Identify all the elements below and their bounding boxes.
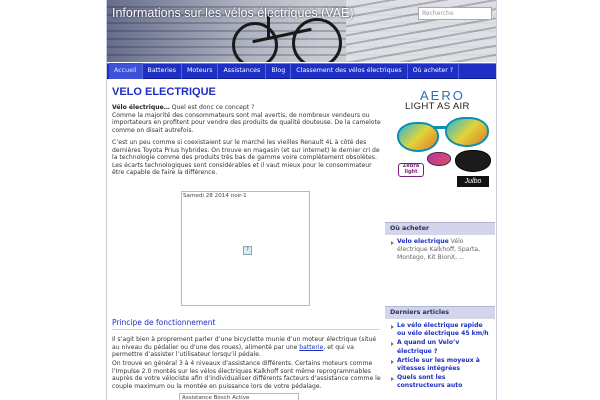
ad-tagline: LIGHT AS AIR	[405, 101, 470, 112]
where-item-text: Vélo électrique Kalkhoff, Sparta, Montego, Kit BionX, ...	[397, 238, 481, 262]
intro-bold: Vélo électrique…	[112, 104, 170, 111]
list-item	[388, 238, 493, 263]
sidebar-heading-where: Où acheter	[385, 222, 495, 235]
zebra-logo	[398, 163, 424, 177]
post-image-alt: Samedi 28 2014 noir-1	[183, 193, 247, 199]
bike-front-wheel	[292, 18, 342, 62]
intro-paragraph	[112, 104, 384, 134]
main-navigation	[107, 63, 496, 79]
paragraph-1: Comme la majorité des consommateurs sont mal avertis, de nombreux vendeurs ou importateurs en profitent pour vendre des produits de qualité douteuse. De la camelote comme on disait autrefois.	[112, 111, 381, 134]
sidebar-list-latest	[388, 322, 493, 392]
nav-item-blog[interactable]: Blog	[266, 63, 291, 79]
where-item-link[interactable]: Velo electrique	[397, 238, 449, 245]
nav-item-classement[interactable]: Classement des vélos électriques	[291, 63, 407, 79]
julbo-logo: Julbo	[457, 176, 489, 187]
page-wrapper	[106, 0, 497, 400]
nav-item-moteurs[interactable]: Moteurs	[182, 63, 219, 79]
sidebar	[385, 82, 496, 400]
paragraph-2: C’est un peu comme si coexistaient sur le marché les vieilles Renault 4L à côté des dernières Toyota Prius hybrides. On trouve en magasin (et sur internet) le dernier cri de la technologie comme des produits très bas de gamme voire complètement obsolètes. Les écarts technologiques sont considérables et il vaut mieux pour le consommateur être capable de faire la différence.	[112, 139, 380, 177]
sunglasses-small-icon	[427, 152, 451, 166]
sidebar-list-where	[388, 238, 493, 264]
ad-brand-text: AERO	[420, 88, 465, 103]
batterie-link[interactable]: batterie	[299, 343, 324, 351]
paragraph-3-after: , et qui va permettre d’assister l’utilisateur lorsqu’il pédale.	[112, 343, 354, 359]
sunglasses-black-icon	[455, 150, 491, 172]
sidebar-ad[interactable]	[385, 84, 495, 188]
nav-item-accueil[interactable]: Accueil	[109, 63, 143, 79]
paragraph-3-before: Il s’agit bien à proprement parler d’une bicyclette munie d’un moteur électrique (situé au niveau du pédalier ou d’une des roues), alimenté par une	[112, 336, 377, 351]
section-heading: Principe de fonctionnement	[112, 318, 380, 330]
paragraph-3	[112, 336, 384, 359]
broken-image-icon: ?	[243, 246, 252, 255]
sunglasses-bridge-icon	[433, 126, 447, 129]
list-item[interactable]: Article sur les moyeux à vitesses intégrées	[388, 357, 493, 373]
post-image-2: Assistance Bosch Active	[179, 393, 299, 400]
nav-item-batteries[interactable]: Batteries	[143, 63, 182, 79]
intro-question: Quel est donc ce concept ?	[169, 104, 255, 111]
nav-item-assistances[interactable]: Assistances	[218, 63, 266, 79]
zebra-line-2: light	[404, 168, 418, 175]
post-image	[181, 191, 310, 306]
zebra-line-1: Zebra	[402, 163, 420, 169]
list-item[interactable]: Quels sont les constructeurs auto	[388, 374, 493, 390]
nav-item-ou-acheter[interactable]: Où acheter ?	[408, 63, 459, 79]
list-item[interactable]: A quand un Velo’v électrique ?	[388, 339, 493, 355]
sunglasses-right-lens-icon	[445, 117, 489, 147]
main-content	[107, 82, 383, 400]
site-title[interactable]: Informations sur les vélos électriques (VAE)	[112, 6, 354, 20]
search-input[interactable]: Recherche	[418, 7, 492, 20]
list-item[interactable]: Le vélo électrique rapide ou vélo électrique 45 km/h	[388, 322, 493, 338]
paragraph-4: On trouve en général 3 à 4 niveaux d’assistance différents. Certains moteurs comme l’Impulse 2.0 montés sur les vélos électriques Kalkhoff sont même reprogrammables auprès de votre vélociste afin d’individualiser différents facteurs d’assistance comme le couple maximum ou la montée en puissance lors de votre pédalage.	[112, 360, 381, 390]
page-title: VELO ELECTRIQUE	[112, 86, 216, 98]
header-banner	[107, 0, 496, 62]
sidebar-heading-latest: Derniers articles	[385, 306, 495, 319]
